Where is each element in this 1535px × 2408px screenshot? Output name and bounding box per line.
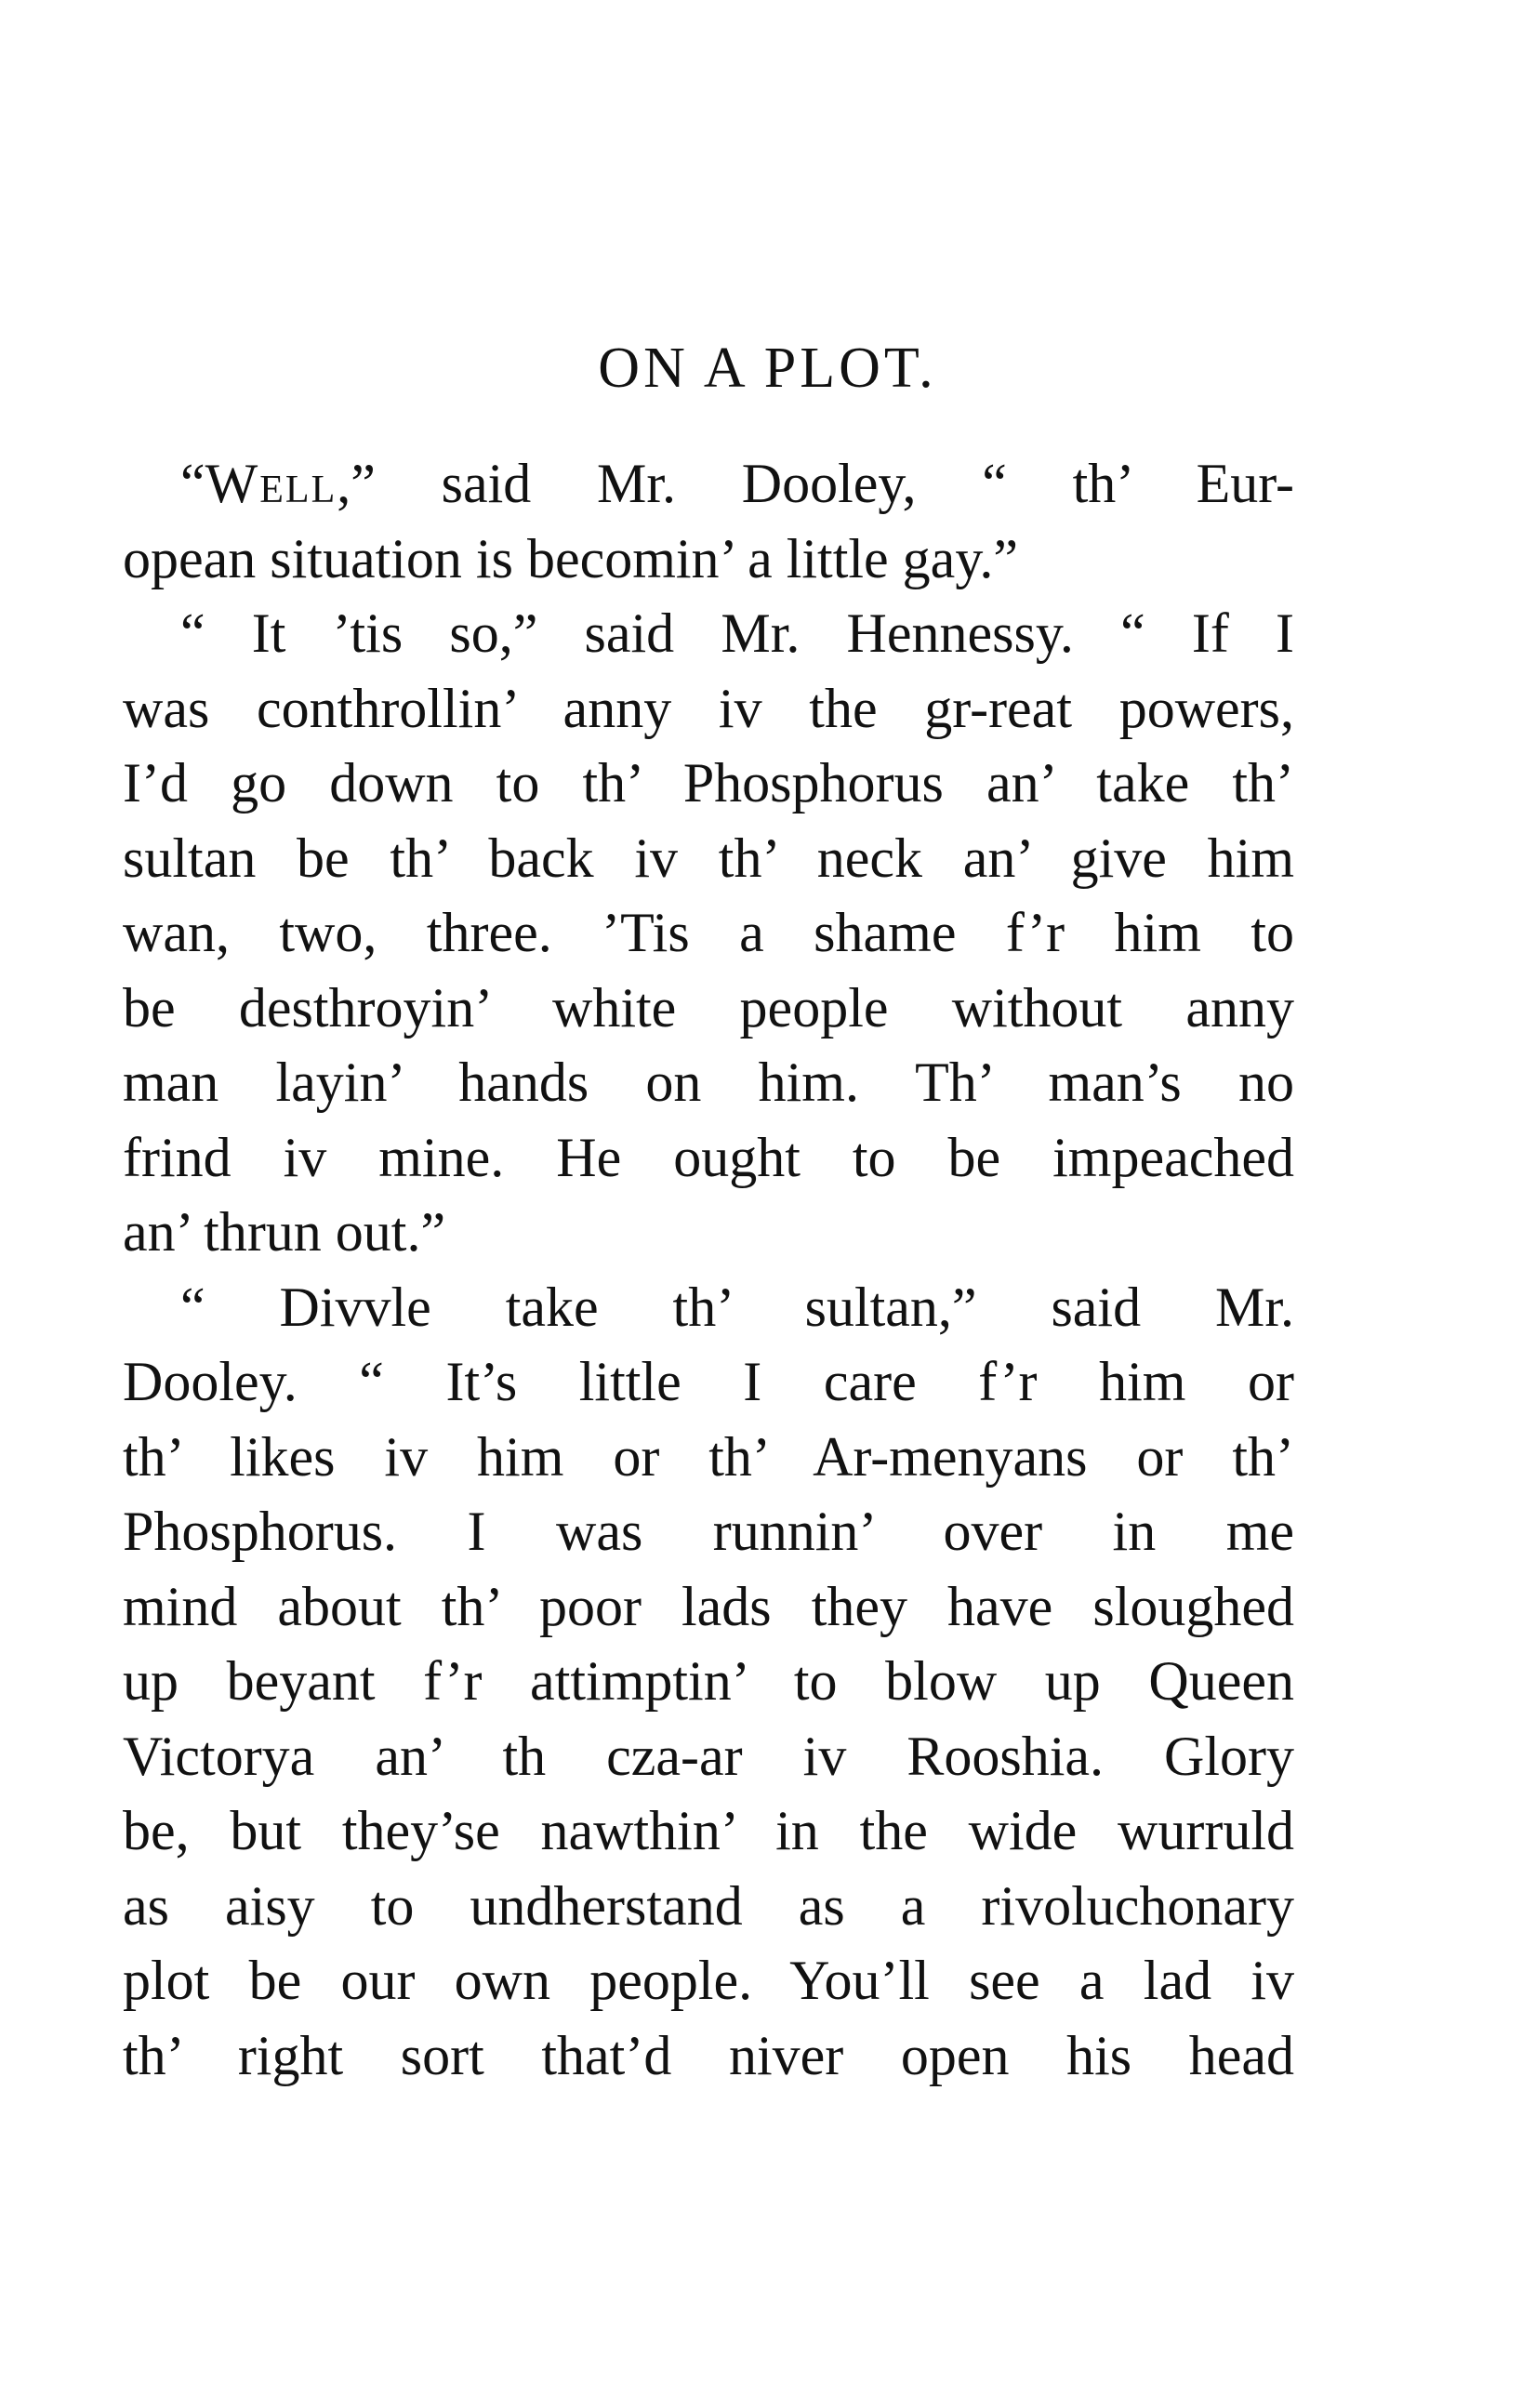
text-line: sultan be th’ back iv th’ neck an’ give him	[123, 827, 1294, 889]
chapter-title: ON A PLOT.	[598, 337, 937, 400]
text-line: man layin’ hands on him. Th’ man’s no	[123, 1052, 1294, 1113]
text-line: mind about th’ poor lads they have sloughed	[123, 1575, 1294, 1637]
text-line: th’ right sort that’d niver open his head	[123, 2024, 1294, 2086]
text-line: th’ likes iv him or th’ Ar-menyans or th’	[123, 1425, 1294, 1488]
line-text: ,” said Mr. Dooley, “ th’ Eur-	[337, 453, 1294, 514]
text-line: up beyant f’r attimptin’ to blow up Queen	[123, 1650, 1294, 1712]
text-line: as aisy to undherstand as a rivoluchonary	[123, 1874, 1294, 1937]
body-text	[123, 446, 1294, 2093]
text-line: “ It ’tis so,” said Mr. Hennessy. “ If I	[180, 602, 1294, 664]
text-line: was conthrollin’ anny iv the gr-reat powers,	[123, 677, 1294, 739]
text-line: plot be our own people. You’ll see a lad iv	[123, 1950, 1294, 2011]
text-line: I’d go down to th’ Phosphorus an’ take th’	[123, 752, 1294, 814]
text-line: be, but they’se nawthin’ in the wide wurruld	[123, 1800, 1294, 1861]
text-line: Dooley. “ It’s little I care f’r him or	[123, 1351, 1294, 1412]
text-line: opean situation is becomin’ a little gay.”	[123, 527, 1019, 589]
text-line: “ Divvle take th’ sultan,” said Mr.	[180, 1276, 1294, 1338]
opening-quote: “	[180, 453, 205, 514]
text-line	[123, 446, 1294, 522]
small-caps-word: Well	[205, 453, 337, 514]
text-line: wan, two, three. ’Tis a shame f’r him to	[123, 902, 1294, 963]
text-line: Victorya an’ th cza-ar iv Rooshia. Glory	[123, 1725, 1294, 1787]
text-line: an’ thrun out.”	[123, 1201, 446, 1263]
text-line: Phosphorus. I was runnin’ over in me	[123, 1501, 1294, 1562]
text-line: frind iv mine. He ought to be impeached	[123, 1126, 1294, 1188]
text-line: be desthroyin’ white people without anny	[123, 976, 1294, 1039]
